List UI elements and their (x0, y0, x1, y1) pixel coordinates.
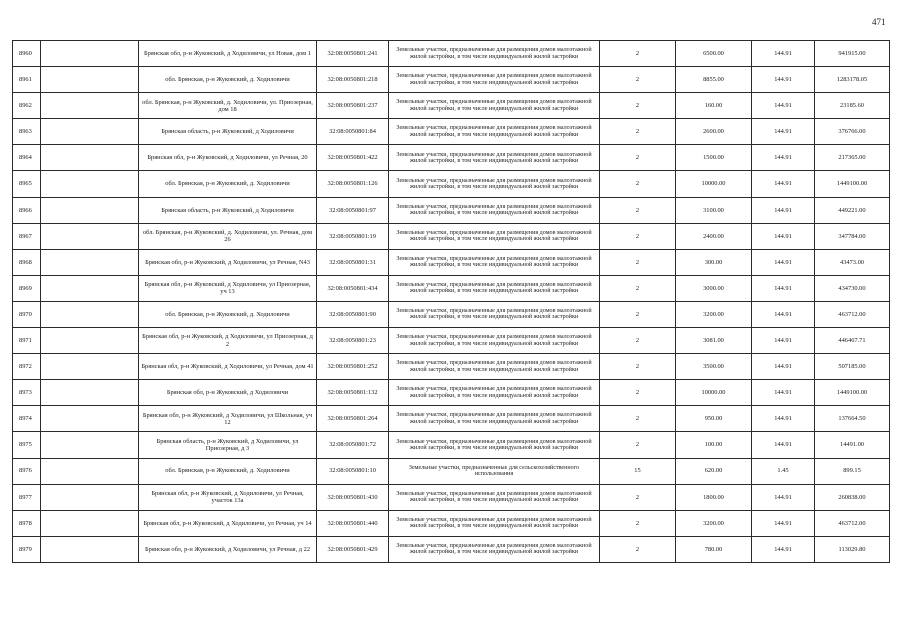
specific-value-cell: 1.45 (752, 458, 815, 484)
area-cell: 3081.00 (676, 328, 752, 354)
area-cell: 780.00 (676, 536, 752, 562)
table-row (13, 484, 890, 510)
use-group-cell: 2 (600, 406, 676, 432)
cadastral-number-cell: 32:08:0050801:434 (317, 275, 389, 301)
address-cell: Брянская обл, р-н Жуковский, д Ходиловичи, ул Речная, дом 41 (139, 354, 317, 380)
area-cell: 2400.00 (676, 223, 752, 249)
cadastral-number-cell: 32:08:0050801:422 (317, 145, 389, 171)
cadastral-value-cell: 463712.00 (815, 510, 890, 536)
cadastral-number-cell: 32:08:0050801:84 (317, 119, 389, 145)
address-cell: Брянская обл, р-н Жуковский, д Ходиловичи, ул Речная, 20 (139, 145, 317, 171)
cadastral-number-cell: 32:08:0050801:252 (317, 354, 389, 380)
blank-cell (41, 354, 139, 380)
cadastral-value-cell: 260838.00 (815, 484, 890, 510)
use-group-cell: 15 (600, 458, 676, 484)
land-use-cell: Земельные участки, предназначенные для сельскохозяйственного использования (389, 458, 600, 484)
land-use-cell: Земельные участки, предназначенные для размещения домов малоэтажной жилой застройки, в том числе индивидуальной жилой застройки (389, 249, 600, 275)
row-number-cell: 8961 (13, 67, 41, 93)
table-row (13, 171, 890, 197)
land-use-cell: Земельные участки, предназначенные для размещения домов малоэтажной жилой застройки, в том числе индивидуальной жилой застройки (389, 93, 600, 119)
blank-cell (41, 275, 139, 301)
cadastral-number-cell: 32:08:0050801:440 (317, 510, 389, 536)
specific-value-cell: 144.91 (752, 406, 815, 432)
specific-value-cell: 144.91 (752, 510, 815, 536)
table-row (13, 197, 890, 223)
cadastral-value-cell: 376766.00 (815, 119, 890, 145)
blank-cell (41, 301, 139, 327)
address-cell: Брянская обл, р-н Жуковский, д Ходиловичи (139, 380, 317, 406)
specific-value-cell: 144.91 (752, 145, 815, 171)
blank-cell (41, 93, 139, 119)
table-row (13, 536, 890, 562)
area-cell: 3500.00 (676, 354, 752, 380)
address-cell: Брянская обл, р-н Жуковский, д Ходиловичи, ул Речная, участок 13а (139, 484, 317, 510)
cadastral-value-cell: 43473.00 (815, 249, 890, 275)
use-group-cell: 2 (600, 119, 676, 145)
area-cell: 1800.00 (676, 484, 752, 510)
area-cell: 620.00 (676, 458, 752, 484)
cadastral-value-cell: 434730.00 (815, 275, 890, 301)
table-row (13, 41, 890, 67)
specific-value-cell: 144.91 (752, 354, 815, 380)
address-cell: обл. Брянская, р-н Жуковский, д. Ходиловичи, ул. Приозерная, дом 18 (139, 93, 317, 119)
blank-cell (41, 249, 139, 275)
use-group-cell: 2 (600, 171, 676, 197)
cadastral-value-cell: 14491.00 (815, 432, 890, 458)
cadastral-value-cell: 941915.00 (815, 41, 890, 67)
blank-cell (41, 145, 139, 171)
land-cadastral-table (12, 40, 890, 563)
cadastral-value-cell: 507185.00 (815, 354, 890, 380)
row-number-cell: 8970 (13, 301, 41, 327)
area-cell: 300.00 (676, 249, 752, 275)
cadastral-value-cell: 1449100.00 (815, 171, 890, 197)
land-use-cell: Земельные участки, предназначенные для размещения домов малоэтажной жилой застройки, в том числе индивидуальной жилой застройки (389, 223, 600, 249)
table-row (13, 458, 890, 484)
use-group-cell: 2 (600, 328, 676, 354)
blank-cell (41, 458, 139, 484)
table-row (13, 406, 890, 432)
row-number-cell: 8975 (13, 432, 41, 458)
row-number-cell: 8976 (13, 458, 41, 484)
use-group-cell: 2 (600, 67, 676, 93)
row-number-cell: 8979 (13, 536, 41, 562)
blank-cell (41, 380, 139, 406)
table-row (13, 223, 890, 249)
row-number-cell: 8974 (13, 406, 41, 432)
use-group-cell: 2 (600, 41, 676, 67)
land-use-cell: Земельные участки, предназначенные для размещения домов малоэтажной жилой застройки, в том числе индивидуальной жилой застройки (389, 197, 600, 223)
address-cell: обл. Брянская, р-н Жуковский, д. Ходиловичи (139, 301, 317, 327)
use-group-cell: 2 (600, 275, 676, 301)
address-cell: обл. Брянская, р-н Жуковский, д. Ходиловичи, ул. Речная, дом 26 (139, 223, 317, 249)
table-body (13, 41, 890, 563)
row-number-cell: 8965 (13, 171, 41, 197)
use-group-cell: 2 (600, 432, 676, 458)
area-cell: 2600.00 (676, 119, 752, 145)
cadastral-number-cell: 32:08:0050801:97 (317, 197, 389, 223)
specific-value-cell: 144.91 (752, 197, 815, 223)
use-group-cell: 2 (600, 354, 676, 380)
address-cell: Брянская обл, р-н Жуковский, д Ходиловичи, ул Речная, N43 (139, 249, 317, 275)
blank-cell (41, 536, 139, 562)
table-row (13, 93, 890, 119)
cadastral-value-cell: 1449100.00 (815, 380, 890, 406)
address-cell: Брянская обл, р-н Жуковский, д Ходиловичи, ул Речная, д 22 (139, 536, 317, 562)
blank-cell (41, 432, 139, 458)
cadastral-value-cell: 113029.80 (815, 536, 890, 562)
use-group-cell: 2 (600, 93, 676, 119)
blank-cell (41, 197, 139, 223)
use-group-cell: 2 (600, 249, 676, 275)
land-use-cell: Земельные участки, предназначенные для размещения домов малоэтажной жилой застройки, в том числе индивидуальной жилой застройки (389, 41, 600, 67)
use-group-cell: 2 (600, 536, 676, 562)
row-number-cell: 8966 (13, 197, 41, 223)
table-row (13, 380, 890, 406)
land-use-cell: Земельные участки, предназначенные для размещения домов малоэтажной жилой застройки, в том числе индивидуальной жилой застройки (389, 301, 600, 327)
specific-value-cell: 144.91 (752, 249, 815, 275)
table-row (13, 510, 890, 536)
blank-cell (41, 328, 139, 354)
area-cell: 100.00 (676, 432, 752, 458)
address-cell: Брянская область, р-н Жуковский, д Ходиловичи (139, 119, 317, 145)
cadastral-number-cell: 32:08:0050801:430 (317, 484, 389, 510)
use-group-cell: 2 (600, 510, 676, 536)
land-use-cell: Земельные участки, предназначенные для размещения домов малоэтажной жилой застройки, в том числе индивидуальной жилой застройки (389, 432, 600, 458)
row-number-cell: 8971 (13, 328, 41, 354)
use-group-cell: 2 (600, 380, 676, 406)
cadastral-value-cell: 217365.00 (815, 145, 890, 171)
use-group-cell: 2 (600, 484, 676, 510)
specific-value-cell: 144.91 (752, 484, 815, 510)
land-use-cell: Земельные участки, предназначенные для размещения домов малоэтажной жилой застройки, в том числе индивидуальной жилой застройки (389, 510, 600, 536)
specific-value-cell: 144.91 (752, 223, 815, 249)
address-cell: обл. Брянская, р-н Жуковский, д. Ходиловичи (139, 67, 317, 93)
area-cell: 160.00 (676, 93, 752, 119)
cadastral-value-cell: 899.15 (815, 458, 890, 484)
cadastral-number-cell: 32:08:0050801:264 (317, 406, 389, 432)
address-cell: Брянская обл, р-н Жуковский, д Ходиловичи, ул Новая, дом 1 (139, 41, 317, 67)
area-cell: 3200.00 (676, 510, 752, 536)
land-use-cell: Земельные участки, предназначенные для размещения домов малоэтажной жилой застройки, в том числе индивидуальной жилой застройки (389, 145, 600, 171)
area-cell: 10000.00 (676, 380, 752, 406)
specific-value-cell: 144.91 (752, 432, 815, 458)
specific-value-cell: 144.91 (752, 275, 815, 301)
cadastral-number-cell: 32:08:0050801:90 (317, 301, 389, 327)
address-cell: Брянская обл, р-н Жуковский, д Ходиловичи, ул Приозерная, д 2 (139, 328, 317, 354)
land-use-cell: Земельные участки, предназначенные для размещения домов малоэтажной жилой застройки, в том числе индивидуальной жилой застройки (389, 328, 600, 354)
row-number-cell: 8973 (13, 380, 41, 406)
land-use-cell: Земельные участки, предназначенные для размещения домов малоэтажной жилой застройки, в том числе индивидуальной жилой застройки (389, 119, 600, 145)
blank-cell (41, 119, 139, 145)
specific-value-cell: 144.91 (752, 41, 815, 67)
cadastral-number-cell: 32:08:0050801:10 (317, 458, 389, 484)
cadastral-number-cell: 32:08:0050801:429 (317, 536, 389, 562)
address-cell: Брянская обл, р-н Жуковский, д Ходиловичи, ул Школьная, уч 12 (139, 406, 317, 432)
table-row (13, 145, 890, 171)
land-use-cell: Земельные участки, предназначенные для размещения домов малоэтажной жилой застройки, в том числе индивидуальной жилой застройки (389, 275, 600, 301)
cadastral-value-cell: 1283178.05 (815, 67, 890, 93)
land-use-cell: Земельные участки, предназначенные для размещения домов малоэтажной жилой застройки, в том числе индивидуальной жилой застройки (389, 380, 600, 406)
table-row (13, 67, 890, 93)
row-number-cell: 8968 (13, 249, 41, 275)
address-cell: Брянская область, р-н Жуковский, д Ходиловичи, ул Приозерная, д 3 (139, 432, 317, 458)
blank-cell (41, 41, 139, 67)
cadastral-number-cell: 32:08:0050801:31 (317, 249, 389, 275)
cadastral-number-cell: 32:08:0050801:126 (317, 171, 389, 197)
blank-cell (41, 510, 139, 536)
area-cell: 3200.00 (676, 301, 752, 327)
area-cell: 950.00 (676, 406, 752, 432)
cadastral-value-cell: 449221.00 (815, 197, 890, 223)
page-number: 471 (872, 17, 886, 27)
area-cell: 6500.00 (676, 41, 752, 67)
cadastral-number-cell: 32:08:0050801:19 (317, 223, 389, 249)
cadastral-value-cell: 23185.60 (815, 93, 890, 119)
land-use-cell: Земельные участки, предназначенные для размещения домов малоэтажной жилой застройки, в том числе индивидуальной жилой застройки (389, 406, 600, 432)
table-row (13, 354, 890, 380)
area-cell: 10000.00 (676, 171, 752, 197)
area-cell: 8855.00 (676, 67, 752, 93)
row-number-cell: 8960 (13, 41, 41, 67)
cadastral-value-cell: 347784.00 (815, 223, 890, 249)
land-use-cell: Земельные участки, предназначенные для размещения домов малоэтажной жилой застройки, в том числе индивидуальной жилой застройки (389, 67, 600, 93)
row-number-cell: 8969 (13, 275, 41, 301)
blank-cell (41, 406, 139, 432)
row-number-cell: 8964 (13, 145, 41, 171)
cadastral-value-cell: 463712.00 (815, 301, 890, 327)
specific-value-cell: 144.91 (752, 301, 815, 327)
cadastral-number-cell: 32:08:0050801:132 (317, 380, 389, 406)
table-row (13, 249, 890, 275)
row-number-cell: 8972 (13, 354, 41, 380)
table-row (13, 328, 890, 354)
specific-value-cell: 144.91 (752, 328, 815, 354)
address-cell: обл. Брянская, р-н Жуковский, д. Ходиловичи (139, 171, 317, 197)
land-use-cell: Земельные участки, предназначенные для размещения домов малоэтажной жилой застройки, в том числе индивидуальной жилой застройки (389, 484, 600, 510)
address-cell: Брянская область, р-н Жуковский, д Ходиловичи (139, 197, 317, 223)
use-group-cell: 2 (600, 197, 676, 223)
address-cell: обл. Брянская, р-н Жуковский, д. Ходиловичи (139, 458, 317, 484)
blank-cell (41, 223, 139, 249)
use-group-cell: 2 (600, 301, 676, 327)
specific-value-cell: 144.91 (752, 93, 815, 119)
row-number-cell: 8978 (13, 510, 41, 536)
row-number-cell: 8967 (13, 223, 41, 249)
cadastral-value-cell: 446467.71 (815, 328, 890, 354)
cadastral-number-cell: 32:08:0050801:23 (317, 328, 389, 354)
area-cell: 1500.00 (676, 145, 752, 171)
cadastral-number-cell: 32:08:0050801:72 (317, 432, 389, 458)
specific-value-cell: 144.91 (752, 380, 815, 406)
table-row (13, 432, 890, 458)
land-use-cell: Земельные участки, предназначенные для размещения домов малоэтажной жилой застройки, в том числе индивидуальной жилой застройки (389, 171, 600, 197)
blank-cell (41, 171, 139, 197)
address-cell: Брянская обл, р-н Жуковский, д Ходиловичи, ул Речная, уч 14 (139, 510, 317, 536)
cadastral-number-cell: 32:08:0050801:237 (317, 93, 389, 119)
address-cell: Брянская обл, р-н Жуковский, д Ходиловичи, ул Приозерная, уч 13 (139, 275, 317, 301)
table-row (13, 275, 890, 301)
row-number-cell: 8962 (13, 93, 41, 119)
cadastral-number-cell: 32:08:0050801:241 (317, 41, 389, 67)
table-row (13, 119, 890, 145)
specific-value-cell: 144.91 (752, 536, 815, 562)
land-use-cell: Земельные участки, предназначенные для размещения домов малоэтажной жилой застройки, в том числе индивидуальной жилой застройки (389, 354, 600, 380)
use-group-cell: 2 (600, 145, 676, 171)
table-row (13, 301, 890, 327)
specific-value-cell: 144.91 (752, 67, 815, 93)
land-use-cell: Земельные участки, предназначенные для размещения домов малоэтажной жилой застройки, в том числе индивидуальной жилой застройки (389, 536, 600, 562)
blank-cell (41, 484, 139, 510)
area-cell: 3100.00 (676, 197, 752, 223)
use-group-cell: 2 (600, 223, 676, 249)
blank-cell (41, 67, 139, 93)
cadastral-value-cell: 137664.50 (815, 406, 890, 432)
row-number-cell: 8977 (13, 484, 41, 510)
specific-value-cell: 144.91 (752, 171, 815, 197)
cadastral-number-cell: 32:08:0050801:218 (317, 67, 389, 93)
row-number-cell: 8963 (13, 119, 41, 145)
area-cell: 3000.00 (676, 275, 752, 301)
specific-value-cell: 144.91 (752, 119, 815, 145)
